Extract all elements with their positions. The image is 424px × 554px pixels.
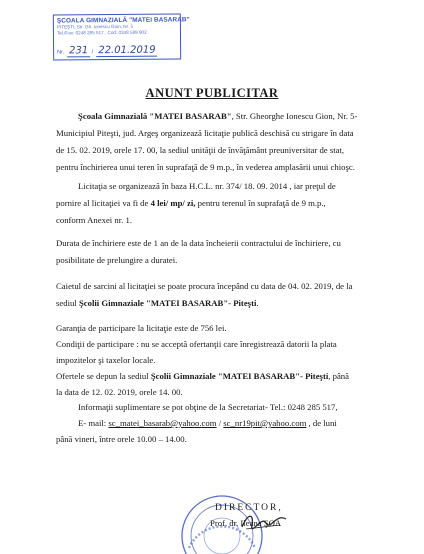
paragraph-info bbox=[56, 399, 401, 447]
paragraph-specifications bbox=[56, 278, 401, 312]
basis-line-2-b: pentru terenul în suprafaţă de 9 m.p., bbox=[195, 198, 326, 208]
spec-line-2 bbox=[56, 295, 401, 312]
document-title: ANUNT PUBLICITAR bbox=[145, 86, 279, 100]
paragraph-intro bbox=[56, 108, 401, 176]
director-title: DIRECTOR, bbox=[215, 503, 283, 513]
spec-line-2-b: . bbox=[256, 298, 259, 308]
intro-line-1-rest: , Str. Gheorghe Ionescu Gion, Nr. 5- bbox=[231, 111, 358, 121]
offers-line-1-b: , până bbox=[328, 371, 349, 381]
intro-line-4: pentru închirierea unui teren în suprafaţă de 9 m.p., în vederea amplasării unui chioşc. bbox=[56, 162, 355, 172]
guarantee-line: Garanţia de participare la licitaţie este de 756 lei. bbox=[56, 323, 227, 333]
offers-line-1-a: Ofertele se depun la sediul bbox=[56, 371, 151, 381]
email-link-2[interactable]: sc_nr19pit@yahoo.com bbox=[223, 418, 307, 428]
paragraph-duration bbox=[56, 235, 401, 269]
stamp-address: PITEŞTI, Str. Gh. Ionescu Gion, Nr. 5 bbox=[56, 23, 134, 30]
director-surname: Ileana ŞOA bbox=[240, 518, 282, 528]
basis-line-2-a: pornire al licitaţiei va fi de bbox=[56, 198, 151, 208]
school-location-bold: Şcolii Gimnaziale "MATEI BASARAB"- Piteşti bbox=[78, 298, 257, 308]
stamp-school-name: ŞCOALA GIMNAZIALĂ "MATEI BASARAB" bbox=[56, 16, 190, 25]
paragraph-auction-basis bbox=[56, 178, 401, 229]
duration-line-2: posibilitate de prelungire a duratei. bbox=[56, 255, 178, 265]
offers-line-2: la data de 12. 02. 2019, orele 14. 00. bbox=[56, 387, 183, 397]
stamp-nr-label: Nr. bbox=[57, 49, 65, 56]
offers-line-1 bbox=[56, 368, 401, 384]
spec-line-1: Caietul de sarcini al licitaţiei se poate procura începând cu data de 04. 02. 2019, de la bbox=[56, 281, 353, 291]
email-link-1[interactable]: sc_matei_basarab@yahoo.com bbox=[108, 418, 217, 428]
offers-school-bold: Şcolii Gimnaziale "MATEI BASARAB"- Piteşti bbox=[150, 371, 329, 381]
info-line-2-b: , de luni bbox=[306, 418, 337, 428]
conditions-line-1: Condiţii de participare : nu se acceptă ofertanţii care înregistrează datorii la plata bbox=[56, 339, 337, 349]
director-prefix: Prof. dr. bbox=[210, 518, 241, 528]
stamp-date-value: 22.01.2019 bbox=[96, 45, 157, 58]
info-line-3: până vineri, între orele 10.00 – 14.00. bbox=[56, 434, 187, 444]
stamp-number-row bbox=[57, 44, 177, 56]
intro-line-3: de 15. 02. 2019, orele 17. 00, la sediul unităţii de învăţământ preuniversitar de stat, bbox=[56, 145, 345, 155]
intro-line-1 bbox=[56, 108, 401, 125]
intro-line-2: Municipiul Piteşti, jud. Argeş organizează licitaţie publică deschisă cu strigare în data bbox=[56, 128, 354, 138]
stamp-nr-value: 231 bbox=[67, 45, 90, 57]
basis-line-2 bbox=[56, 195, 401, 212]
basis-line-3: conform Anexei nr. 1. bbox=[56, 215, 132, 225]
email-separator: / bbox=[216, 418, 224, 428]
email-label: E- mail: bbox=[78, 418, 109, 428]
stamp-date-separator: / bbox=[91, 49, 94, 56]
basis-line-1: Licitaţia se organizează în baza H.C.L. nr. 374/ 18. 09. 2014 , iar preţul de bbox=[78, 181, 336, 191]
starting-price: 4 lei/ mp/ zi, bbox=[150, 198, 196, 208]
conditions-line-2: impozitelor şi taxelor locale. bbox=[56, 355, 156, 365]
paragraph-conditions bbox=[56, 320, 401, 400]
duration-line-1: Durata de închiriere este de 1 an de la data încheierii contractului de închiriere, cu bbox=[56, 238, 341, 248]
stamp-contact: Tel./Fax: 0248 285 517 ; Cod: 0348 589 902 bbox=[56, 29, 147, 36]
info-line-1: Informaţii suplimentare se pot obţine de la Secretariat- Tel.: 0248 285 517, bbox=[78, 402, 338, 412]
info-line-2 bbox=[56, 415, 401, 431]
spec-line-2-a: sediul bbox=[56, 298, 79, 308]
school-name-bold: Şcoala Gimnazială "MATEI BASARAB" bbox=[78, 111, 232, 121]
director-name bbox=[210, 518, 281, 528]
registration-stamp bbox=[53, 13, 190, 60]
